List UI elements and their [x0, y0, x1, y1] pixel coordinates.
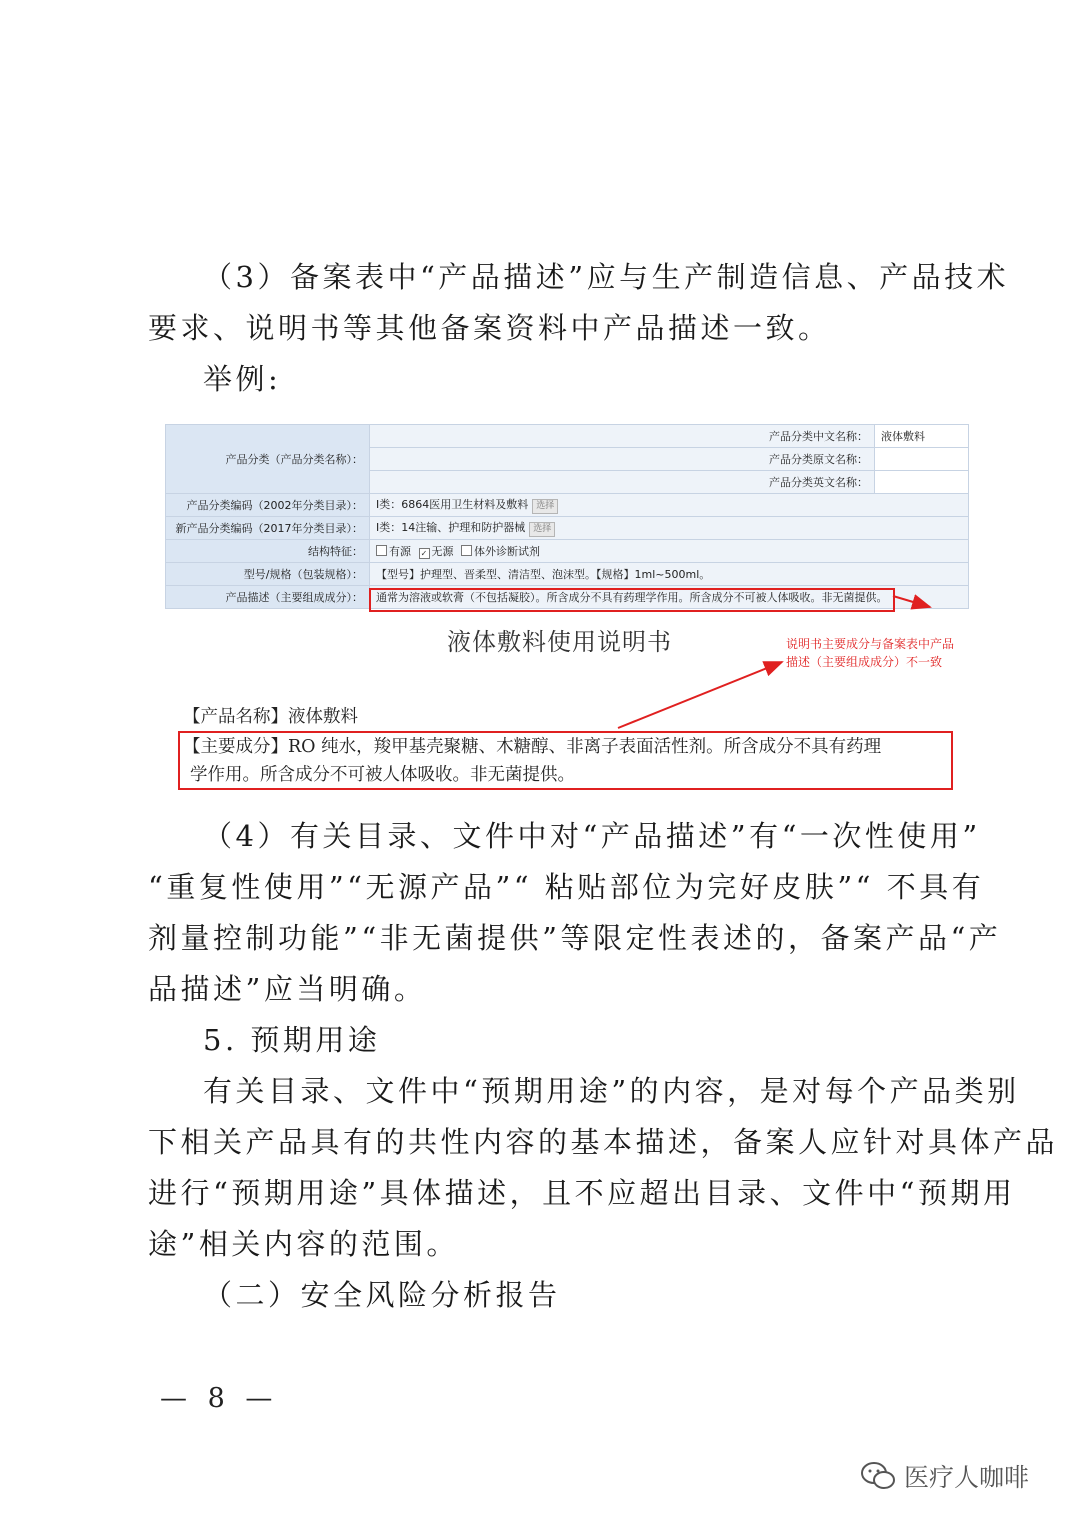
section5-line4: 途”相关内容的范围。 — [148, 1227, 459, 1261]
form-label-code-2002: 产品分类编码（2002年分类目录）： — [166, 494, 370, 517]
checkbox-active-label: 有源 — [389, 545, 411, 558]
select-button-2002[interactable]: 选择 — [532, 499, 558, 514]
para4-line2: “重复性使用”“无源产品”“ 粘贴部位为完好皮肤”“ 不具有 — [148, 870, 985, 904]
section5-line2: 下相关产品具有的共性内容的基本描述，备案人应针对具体产品 — [148, 1125, 1059, 1159]
form-subvalue-cn: 液体敷料 — [875, 425, 969, 448]
annotation-line2: 描述（主要组成成分）不一致 — [786, 655, 943, 669]
form-label-description: 产品描述（主要组成成分）： — [166, 586, 370, 609]
annotation-note — [786, 635, 976, 671]
para3-line2: 要求、说明书等其他备案资料中产品描述一致。 — [148, 311, 831, 345]
select-button-2017[interactable]: 选择 — [529, 522, 555, 537]
form-label-category: 产品分类（产品分类名称）： — [166, 425, 370, 494]
manual-ingredients-line2: 学作用。所含成分不可被人体吸收。非无菌提供。 — [190, 765, 575, 785]
form-label-structure: 结构特征： — [166, 540, 370, 563]
wechat-icon — [860, 1461, 896, 1491]
para4-line1: （4）有关目录、文件中对“产品描述”有“一次性使用” — [203, 819, 981, 853]
form-value-description: 通常为溶液或软膏（不包括凝胶）。所含成分不具有药理学作用。所含成分不可被人体吸收。非无菌提供。 — [370, 586, 969, 609]
watermark-text: 医疗人咖啡 — [904, 1463, 1030, 1492]
arrow-to-description — [893, 596, 930, 607]
checkbox-passive[interactable]: ✓ — [419, 548, 430, 559]
form-label-model: 型号/规格（包装规格）： — [166, 563, 370, 586]
example-label: 举例: — [203, 362, 282, 396]
form-sublabel-orig: 产品分类原文名称： — [370, 448, 875, 471]
section2-heading: （二）安全风险分析报告 — [203, 1278, 561, 1312]
manual-ingredients-line1: 【主要成分】RO 纯水，羧甲基壳聚糖、木糖醇、非离子表面活性剂。所含成分不具有药理 — [183, 737, 882, 757]
page-number: — 8 — — [160, 1383, 279, 1414]
form-label-code-2017: 新产品分类编码（2017年分类目录）： — [166, 517, 370, 540]
section5-line1: 有关目录、文件中“预期用途”的内容，是对每个产品类别 — [203, 1074, 1020, 1108]
form-sublabel-cn: 产品分类中文名称： — [370, 425, 875, 448]
checkbox-ivd-label: 体外诊断试剂 — [474, 545, 540, 558]
para4-line4: 品描述”应当明确。 — [148, 972, 427, 1006]
checkbox-passive-label: 无源 — [431, 545, 454, 558]
manual-title: 液体敷料使用说明书 — [447, 628, 672, 656]
code-2017-text: Ⅰ类：14注输、护理和防护器械 — [376, 521, 526, 534]
annotation-line1: 说明书主要成分与备案表中产品 — [786, 637, 955, 651]
wechat-watermark — [860, 1458, 1029, 1494]
section5-line3: 进行“预期用途”具体描述，且不应超出目录、文件中“预期用 — [148, 1176, 1016, 1210]
manual-product-name: 【产品名称】液体敷料 — [183, 707, 358, 727]
para3-line1: （3）备案表中“产品描述”应与生产制造信息、产品技术 — [203, 260, 1010, 294]
para4-line3: 剂量控制功能”“非无菌提供”等限定性表述的，备案产品“产 — [148, 921, 1002, 955]
form-value-model: 【型号】护理型、晋柔型、清洁型、泡沫型。【规格】1ml~500ml。 — [370, 563, 969, 586]
form-sublabel-en: 产品分类英文名称： — [370, 471, 875, 494]
section5-heading: 5. 预期用途 — [203, 1023, 381, 1057]
code-2002-text: Ⅰ类：6864医用卫生材料及敷料 — [376, 498, 529, 511]
arrow-to-annotation — [618, 662, 782, 728]
